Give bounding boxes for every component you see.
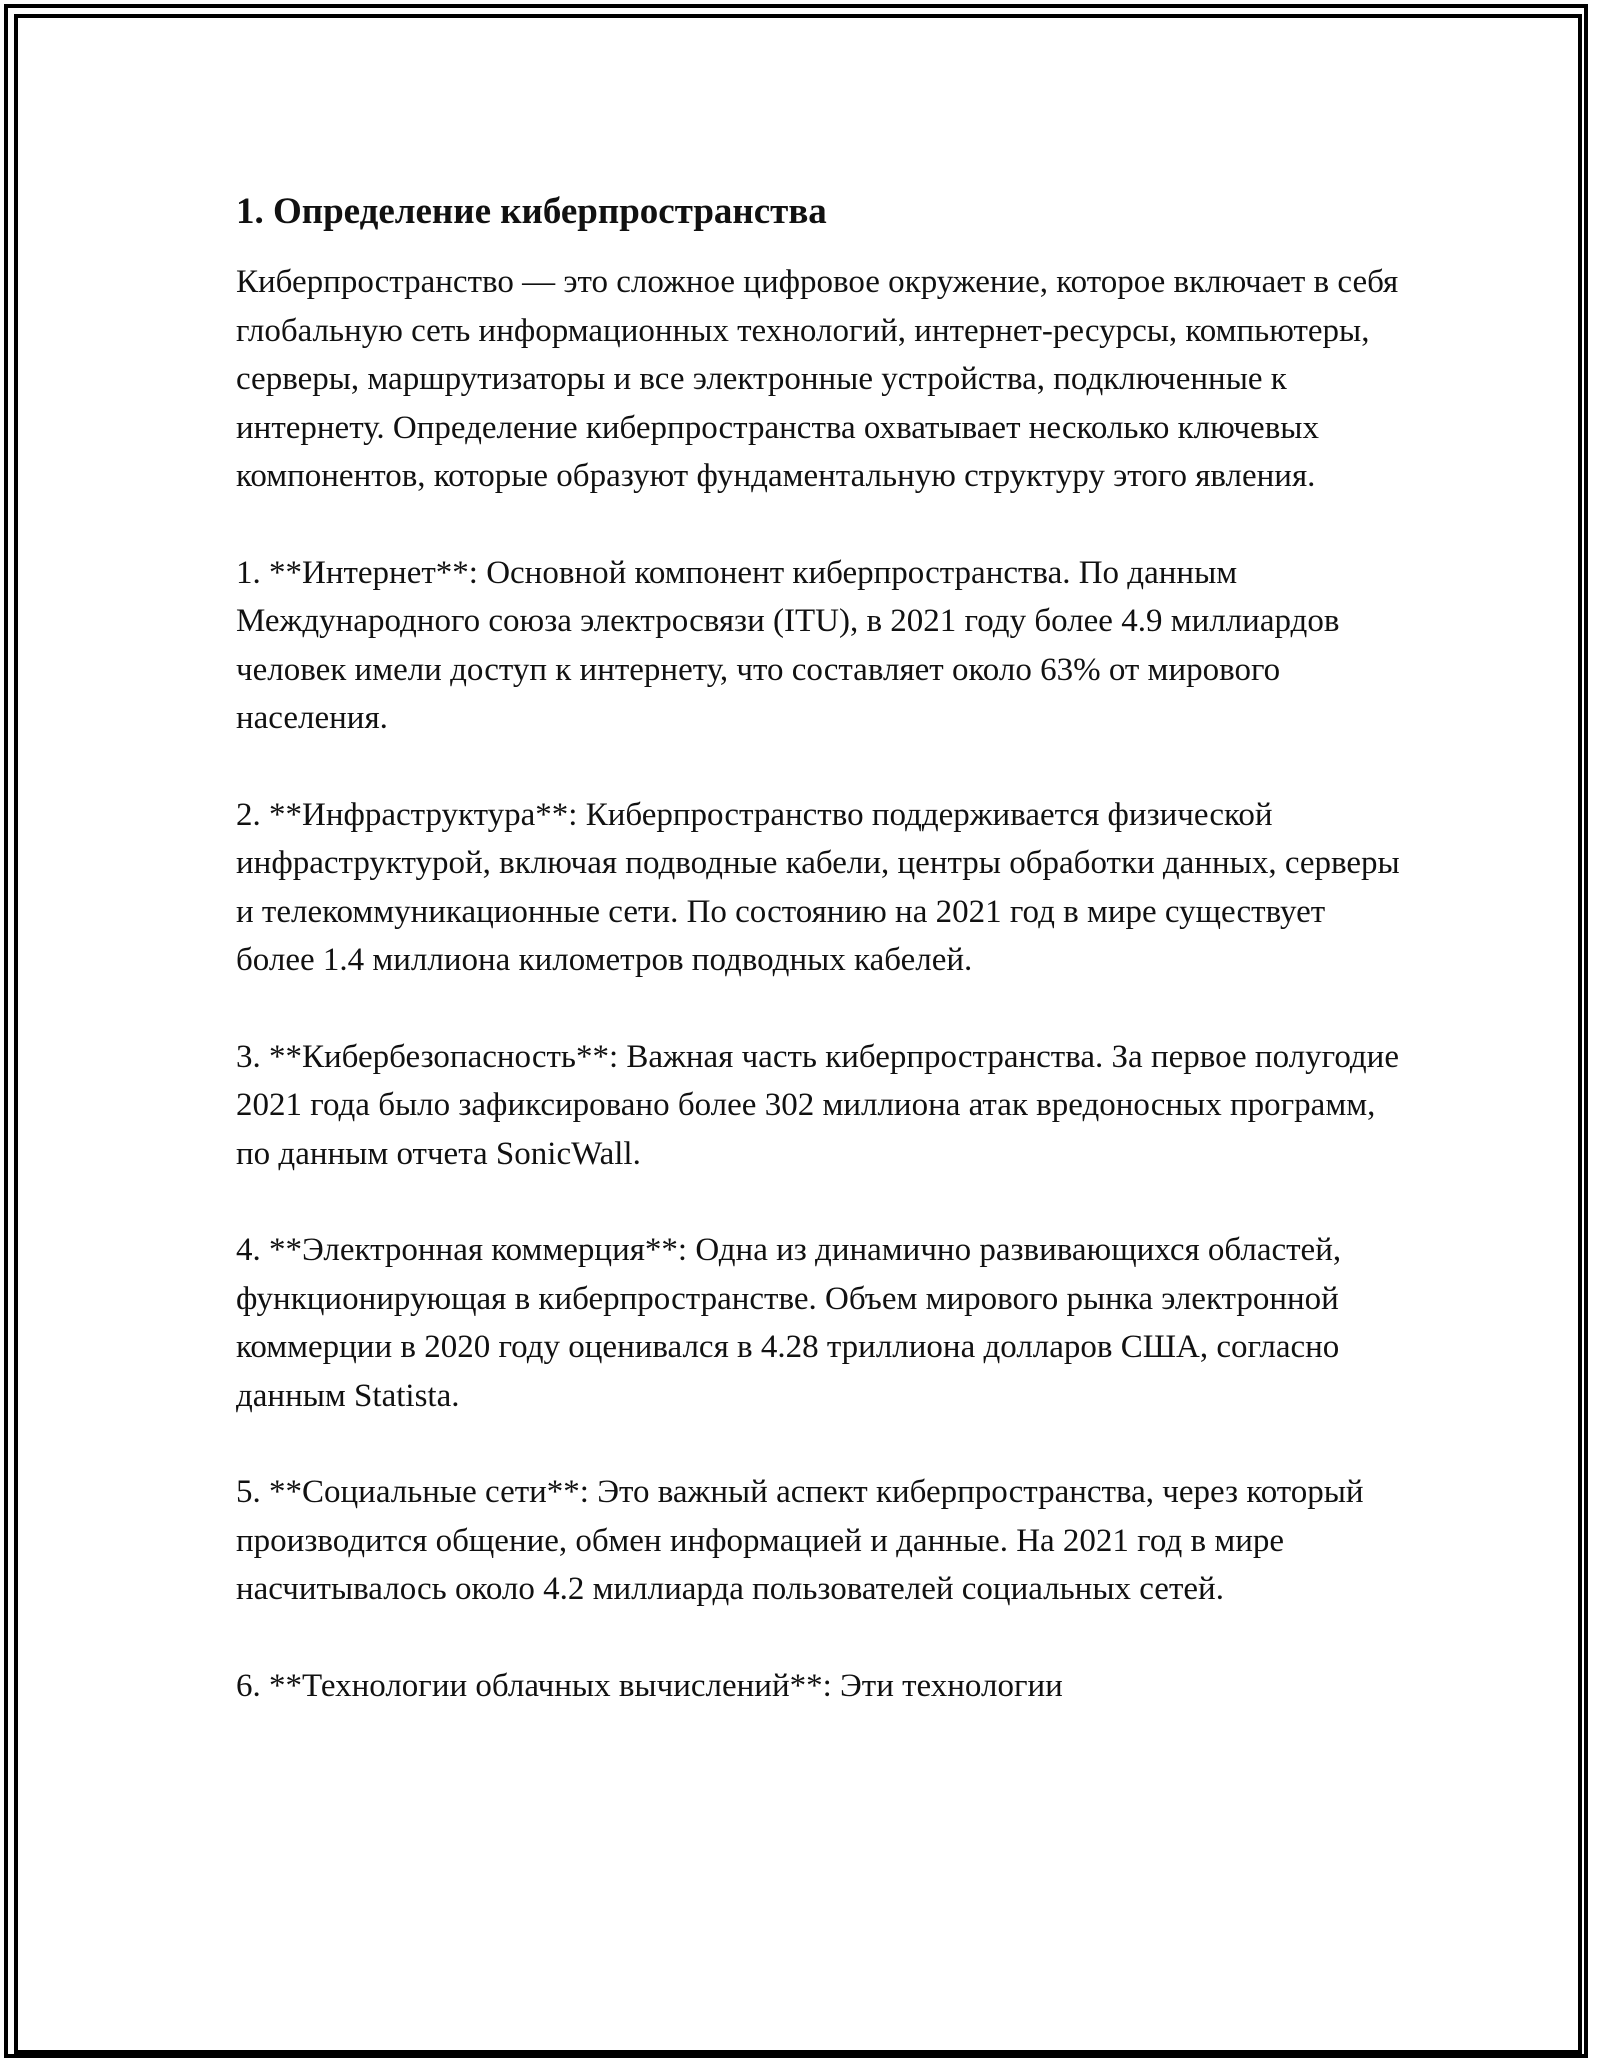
list-item-ecommerce: 4. **Электронная коммерция**: Одна из динамично развивающихся областей, функционирующая в киберпространстве. Объем мирового рынка электронной коммерции в 2020 году оценивался в 4.28 триллиона долларов США, согласно данным Statista.: [236, 1232, 1342, 1414]
document-body: [236, 188, 1406, 1758]
list-item-cloud-computing: 6. **Технологии облачных вычислений**: Эти технологии: [236, 1667, 1063, 1704]
list-item-cybersecurity: 3. **Кибербезопасность**: Важная часть киберпространства. За первое полугодие 2021 года было зафиксировано более 302 миллиона атак вредоносных программ, по данным отчета SonicWall.: [236, 1038, 1399, 1172]
section-heading: 1. Определение киберпространства: [236, 191, 827, 232]
list-item-internet: 1. **Интернет**: Основной компонент киберпространства. По данным Международного союза электросвязи (ITU), в 2021 году более 4.9 миллиардов человек имели доступ к интернету, что составляет около 63% от мирового населения.: [236, 554, 1340, 736]
list-item-infrastructure: 2. **Инфраструктура**: Киберпространство поддерживается физической инфраструктурой, включая подводные кабели, центры обработки данных, серверы и телекоммуникационные сети. По состоянию на 2021 год в мире существует более 1.4 миллиона километров подводных кабелей.: [236, 796, 1400, 978]
list-item-social-networks: 5. **Социальные сети**: Это важный аспект киберпространства, через который производится общение, обмен информацией и данные. На 2021 год в мире насчитывалось около 4.2 миллиарда пользователей социальных сетей.: [236, 1474, 1364, 1607]
intro-paragraph: Киберпространство — это сложное цифровое окружение, которое включает в себя глобальную сеть информационных технологий, интернет-ресурсы, компьютеры, серверы, маршрутизаторы и все электронные устройства, подключенные к интернету. Определение киберпространства охватывает несколько ключевых компонентов, которые образуют фундаментальную структуру этого явления.: [236, 264, 1399, 494]
